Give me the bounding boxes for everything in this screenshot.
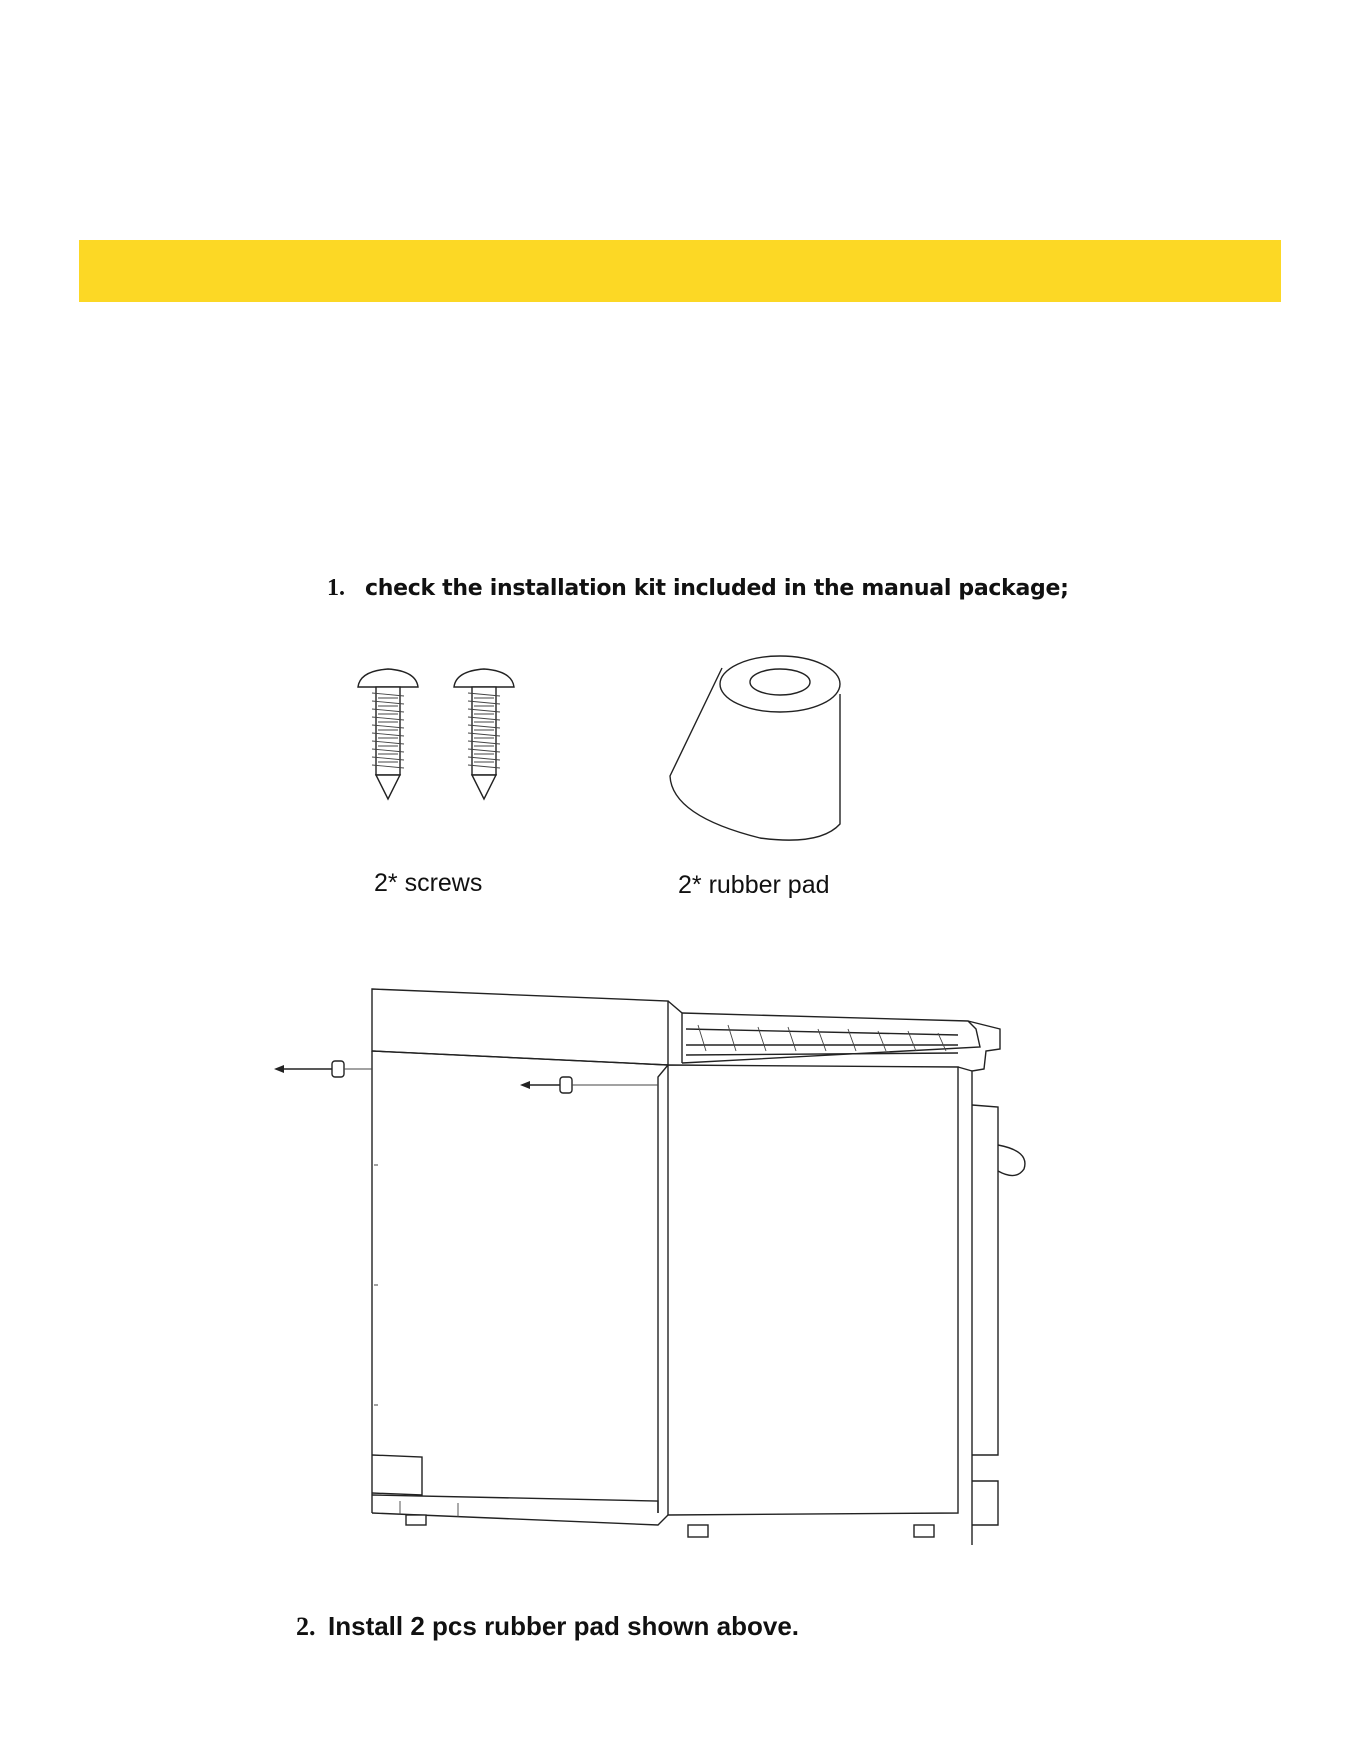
- rubber-pad-mount-left: [274, 1061, 372, 1077]
- range-rear-view-diagram: [308, 985, 1043, 1545]
- section-header-banner: [79, 240, 1281, 302]
- step-1: [327, 574, 1069, 602]
- step-2: [296, 1611, 799, 1642]
- rubber-pad-mount-right: [520, 1077, 658, 1093]
- step-2-number: 2.: [296, 1612, 316, 1641]
- screw-icon: [454, 669, 514, 799]
- step-1-number: 1.: [327, 575, 345, 601]
- step-1-text: check the installation kit included in the manual package;: [365, 576, 1069, 601]
- cooktop-grates: [682, 1013, 980, 1063]
- rubber-pad-icon: [670, 656, 840, 840]
- rubber-pad-caption: 2* rubber pad: [678, 871, 830, 899]
- screws-caption: 2* screws: [374, 869, 483, 897]
- rubber-pad-illustration: [662, 648, 862, 848]
- screw-icon: [358, 669, 418, 799]
- step-2-text: Install 2 pcs rubber pad shown above.: [328, 1611, 799, 1641]
- screws-illustration: [348, 665, 548, 815]
